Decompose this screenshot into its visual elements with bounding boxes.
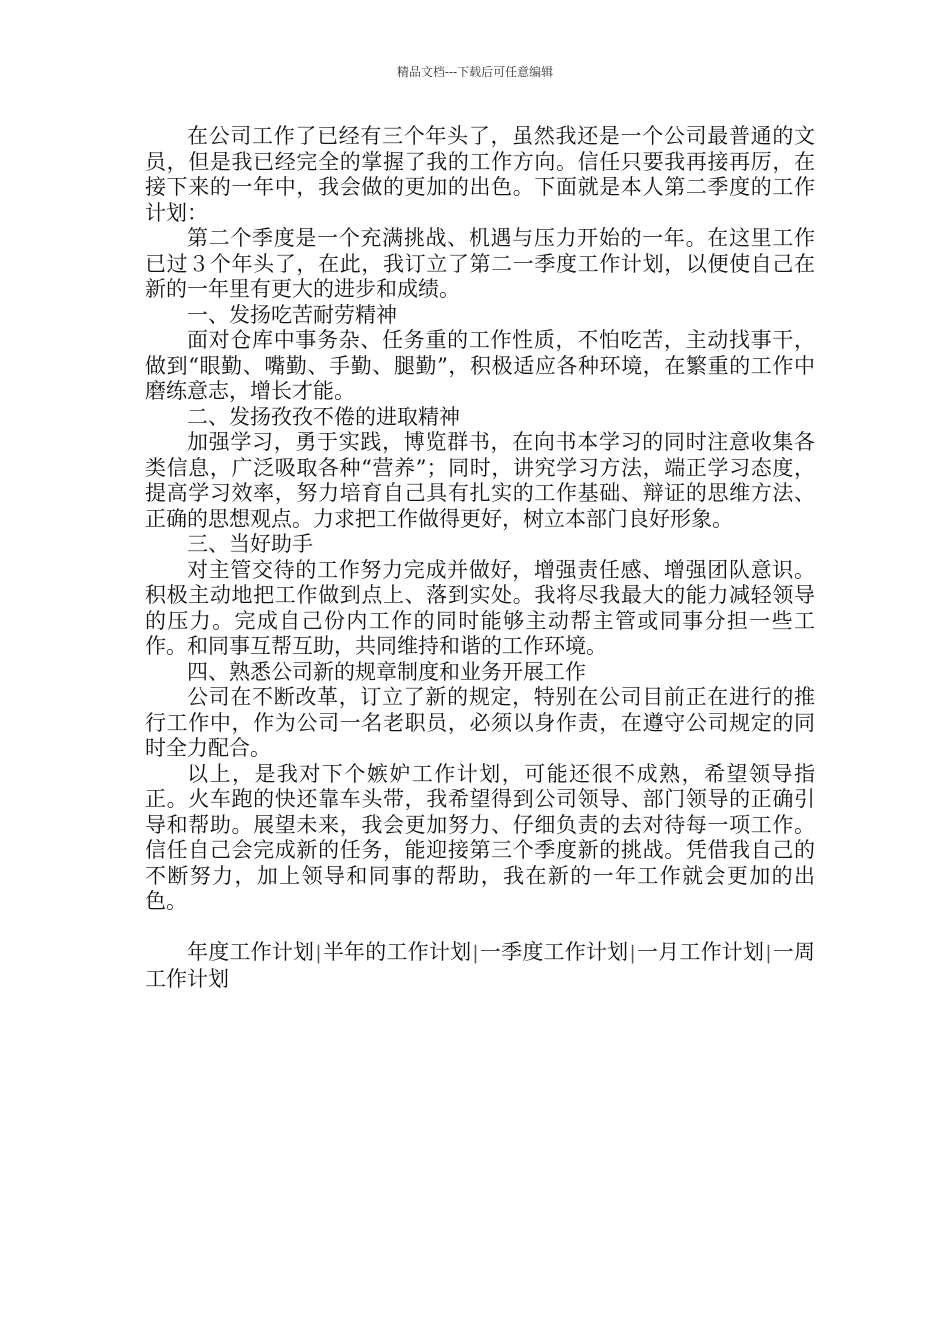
paragraph-section-1: 面对仓库中事务杂、任务重的工作性质，不怕吃苦，主动找事干，做到“眼勤、嘴勤、手勤、腿勤”，积极适应各种环境，在繁重的工作中磨练意志，增长才能。 — [145, 328, 815, 403]
section-heading-3: 三、当好助手 — [187, 532, 313, 556]
link-week-plan[interactable]: 一周工作计划 — [145, 940, 816, 991]
link-separator: | — [765, 942, 772, 964]
blank-line — [145, 915, 815, 941]
paragraph-section-2: 加强学习，勇于实践，博览群书，在向书本学习的同时注意收集各类信息，广泛吸取各种“营养”；同时，讲究学习方法，端正学习态度，提高学习效率，努力培育自己具有扎实的工作基础、辩证的思维方法、正确的思想观点。力求把工作做得更好，树立本部门良好形象。 — [145, 430, 815, 531]
section-heading-1: 一、发扬吃苦耐劳精神 — [187, 302, 397, 327]
page-header: 精品文档---下载后可任意编辑 — [396, 65, 554, 79]
section-heading-2: 二、发扬孜孜不倦的进取精神 — [187, 404, 460, 429]
paragraph-quarter: 第二个季度是一个充满挑战、机遇与压力开始的一年。在这里工作已过３个年头了，在此，我订立了第二一季度工作计划，以便使自己在新的一年里有更大的进步和成绩。 — [145, 226, 815, 301]
link-separator: | — [472, 942, 479, 964]
paragraph-intro: 在公司工作了已经有三个年头了，虽然我还是一个公司最普通的文员，但是我已经完全的掌握了我的工作方向。信任只要我再接再厉，在接下来的一年中，我会做的更加的出色。下面就是本人第二季度的工作计划： — [145, 124, 815, 225]
document-body — [145, 124, 815, 992]
link-month-plan[interactable]: 一月工作计划 — [636, 940, 765, 964]
paragraph-section-4: 公司在不断改革，订立了新的规定，特别在公司目前正在进行的推行工作中，作为公司一名老职员，必须以身作责，在遵守公司规定的同时全力配合。 — [145, 685, 815, 760]
link-quarter-plan[interactable]: 一季度工作计划 — [479, 940, 629, 964]
section-heading-4: 四、熟悉公司新的规章制度和业务开展工作 — [187, 659, 586, 684]
related-links — [145, 940, 815, 992]
paragraph-conclusion: 以上，是我对下个嫉妒工作计划，可能还很不成熟，希望领导指正。火车跑的快还靠车头带，我希望得到公司领导、部门领导的正确引导和帮助。展望未来，我会更加努力、仔细负责的去对待每一项工作。信任自己会完成新的任务，能迎接第三个季度新的挑战。凭借我自己的不断努力，加上领导和同事的帮助，我在新的一年工作就会更加的出色。 — [145, 761, 815, 913]
link-half-year-plan[interactable]: 半年的工作计划 — [322, 940, 472, 964]
link-separator: | — [315, 942, 322, 964]
link-annual-plan[interactable]: 年度工作计划 — [187, 940, 315, 964]
paragraph-section-3: 对主管交待的工作努力完成并做好，增强责任感、增强团队意识。积极主动地把工作做到点上、落到实处。我将尽我最大的能力减轻领导的压力。完成自己份内工作的同时能够主动帮主管或同事分担一些工作。和同事互帮互助，共同维持和谐的工作环境。 — [145, 557, 815, 658]
link-separator: | — [629, 942, 636, 964]
